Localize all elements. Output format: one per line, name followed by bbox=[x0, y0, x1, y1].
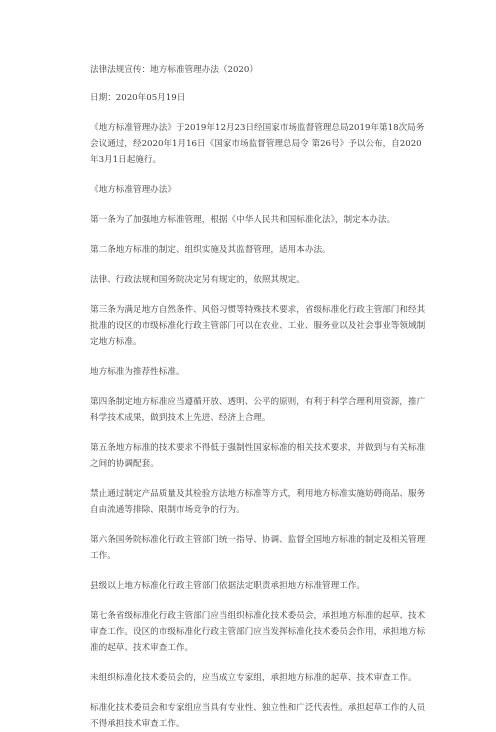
paragraph: 第七条省级标准化行政主管部门应当组织标准化技术委员会，承担地方标准的起草、技术审查工作。设区的市级标准化行政主管部门应当发挥标准化技术委员会作用，承担地方标准的起草、技术审查工作。 bbox=[90, 611, 426, 653]
paragraph: 禁止通过制定产品质量及其检验方法地方标准等方式，利用地方标准实施妨碍商品、服务自由流通等排除、限制市场竞争的行为。 bbox=[90, 489, 426, 515]
paragraph: 未组织标准化技术委员会的，应当成立专家组，承担地方标准的起草、技术审查工作。 bbox=[90, 673, 417, 683]
paragraph: 第四条制定地方标准应当遵循开放、透明、公平的原则，有利于科学合理利用资源，推广科学技术成果，做到技术上先进、经济上合理。 bbox=[90, 397, 426, 423]
paragraph: 第二条地方标准的制定、组织实施及其监督管理，适用本办法。 bbox=[90, 245, 331, 255]
paragraph: 《地方标准管理办法》于2019年12月23日经国家市场监督管理总局2019年第18次局务会议通过，经2020年1月16日《国家市场监督管理总局令 第26号》予以公布，自2020年3月1日起施行。 bbox=[90, 123, 425, 165]
document-date: 日期：2020年05月19日 bbox=[90, 93, 186, 103]
paragraph: 《地方标准管理办法》 bbox=[90, 185, 176, 195]
paragraph: 法律、行政法规和国务院决定另有规定的，依照其规定。 bbox=[90, 275, 305, 285]
document-heading: 法律法规宣传：地方标准管理办法（2020） bbox=[90, 65, 258, 75]
paragraph: 第五条地方标准的技术要求不得低于强制性国家标准的相关技术要求，并做到与有关标准之间的协调配套。 bbox=[90, 443, 426, 469]
paragraph: 地方标准为推荐性标准。 bbox=[90, 367, 185, 377]
paragraph: 第六条国务院标准化行政主管部门统一指导、协调、监督全国地方标准的制定及相关管理工作。 bbox=[90, 535, 426, 561]
paragraph: 县级以上地方标准化行政主管部门依据法定职责承担地方标准管理工作。 bbox=[90, 581, 366, 591]
paragraph: 标准化技术委员会和专家组应当具有专业性、独立性和广泛代表性。承担起草工作的人员不得承担技术审查工作。 bbox=[90, 703, 426, 729]
paragraph: 第三条为满足地方自然条件、风俗习惯等特殊技术要求，省级标准化行政主管部门和经其批准的设区的市级标准化行政主管部门可以在农业、工业、服务业以及社会事业等领域制定地方标准。 bbox=[90, 305, 426, 347]
paragraph: 第一条为了加强地方标准管理，根据《中华人民共和国标准化法》，制定本办法。 bbox=[90, 215, 396, 225]
